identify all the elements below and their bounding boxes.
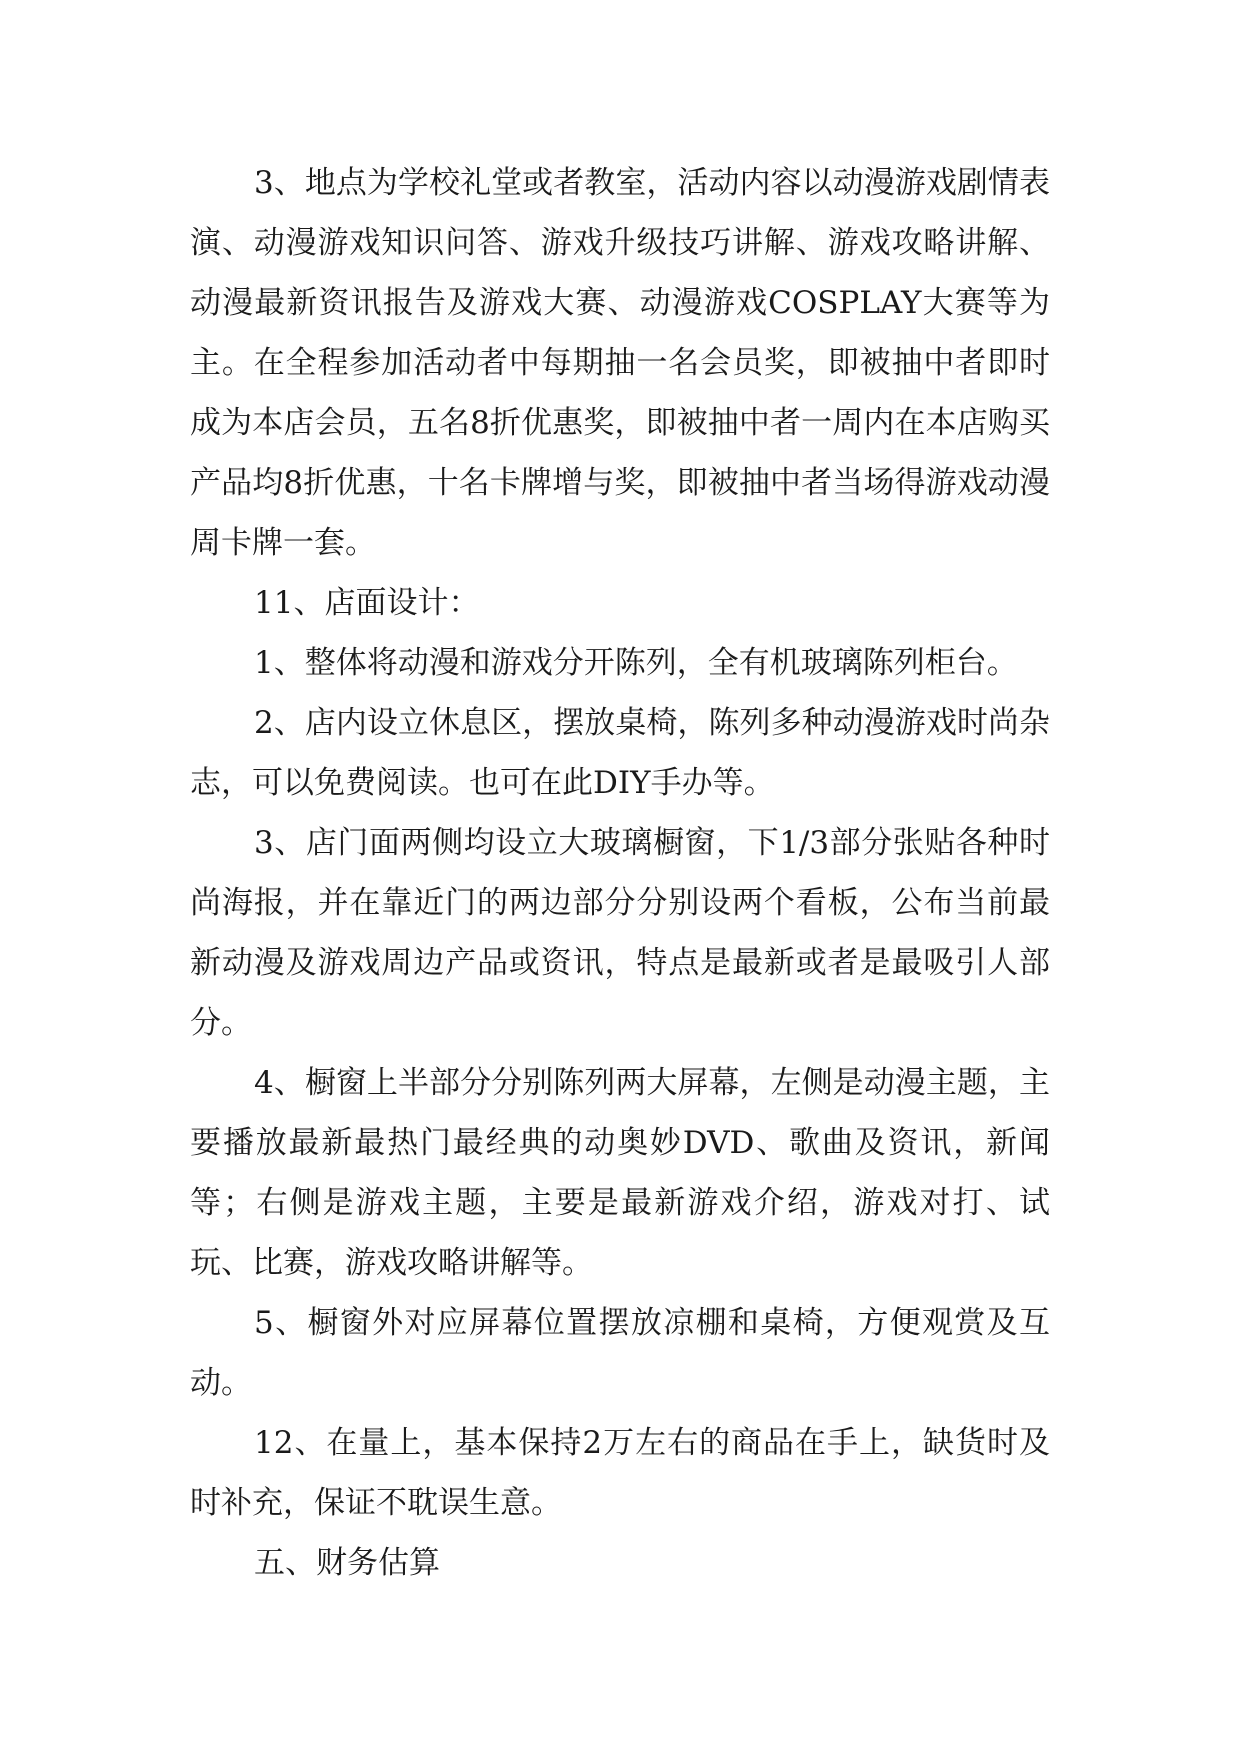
paragraph-rest-area: 2、店内设立休息区，摆放桌椅，陈列多种动漫游戏时尚杂志，可以免费阅读。也可在此DIY手办等。 xyxy=(190,705,1050,801)
paragraph-window-screens: 4、橱窗上半部分分别陈列两大屏幕，左侧是动漫主题，主要播放最新最热门最经典的动奥妙DVD、歌曲及资讯，新闻等；右侧是游戏主题，主要是最新游戏介绍，游戏对打、试玩、比赛，游戏攻略讲解等。 xyxy=(190,1065,1050,1281)
document-body xyxy=(190,153,1050,1593)
heading-financial-estimate: 五、财务估算 xyxy=(254,1545,440,1581)
paragraph-display-layout: 1、整体将动漫和游戏分开陈列，全有机玻璃陈列柜台。 xyxy=(254,645,1018,681)
paragraph-shop-windows: 3、店门面两侧均设立大玻璃橱窗，下1/3部分张贴各种时尚海报，并在靠近门的两边部分分别设两个看板，公布当前最新动漫及游戏周边产品或资讯，特点是最新或者是最吸引人部分。 xyxy=(190,825,1050,1041)
paragraph-outdoor-seating: 5、橱窗外对应屏幕位置摆放凉棚和桌椅，方便观赏及互动。 xyxy=(190,1305,1050,1401)
paragraph-inventory: 12、在量上，基本保持2万左右的商品在手上，缺货时及时补充，保证不耽误生意。 xyxy=(190,1425,1050,1521)
heading-store-design: 11、店面设计： xyxy=(254,585,480,621)
paragraph-activity-details: 3、地点为学校礼堂或者教室，活动内容以动漫游戏剧情表演、动漫游戏知识问答、游戏升级技巧讲解、游戏攻略讲解、动漫最新资讯报告及游戏大赛、动漫游戏COSPLAY大赛等为主。在全程参加活动者中每期抽一名会员奖，即被抽中者即时成为本店会员，五名8折优惠奖，即被抽中者一周内在本店购买产品均8折优惠，十名卡牌增与奖，即被抽中者当场得游戏动漫周卡牌一套。 xyxy=(190,165,1050,561)
